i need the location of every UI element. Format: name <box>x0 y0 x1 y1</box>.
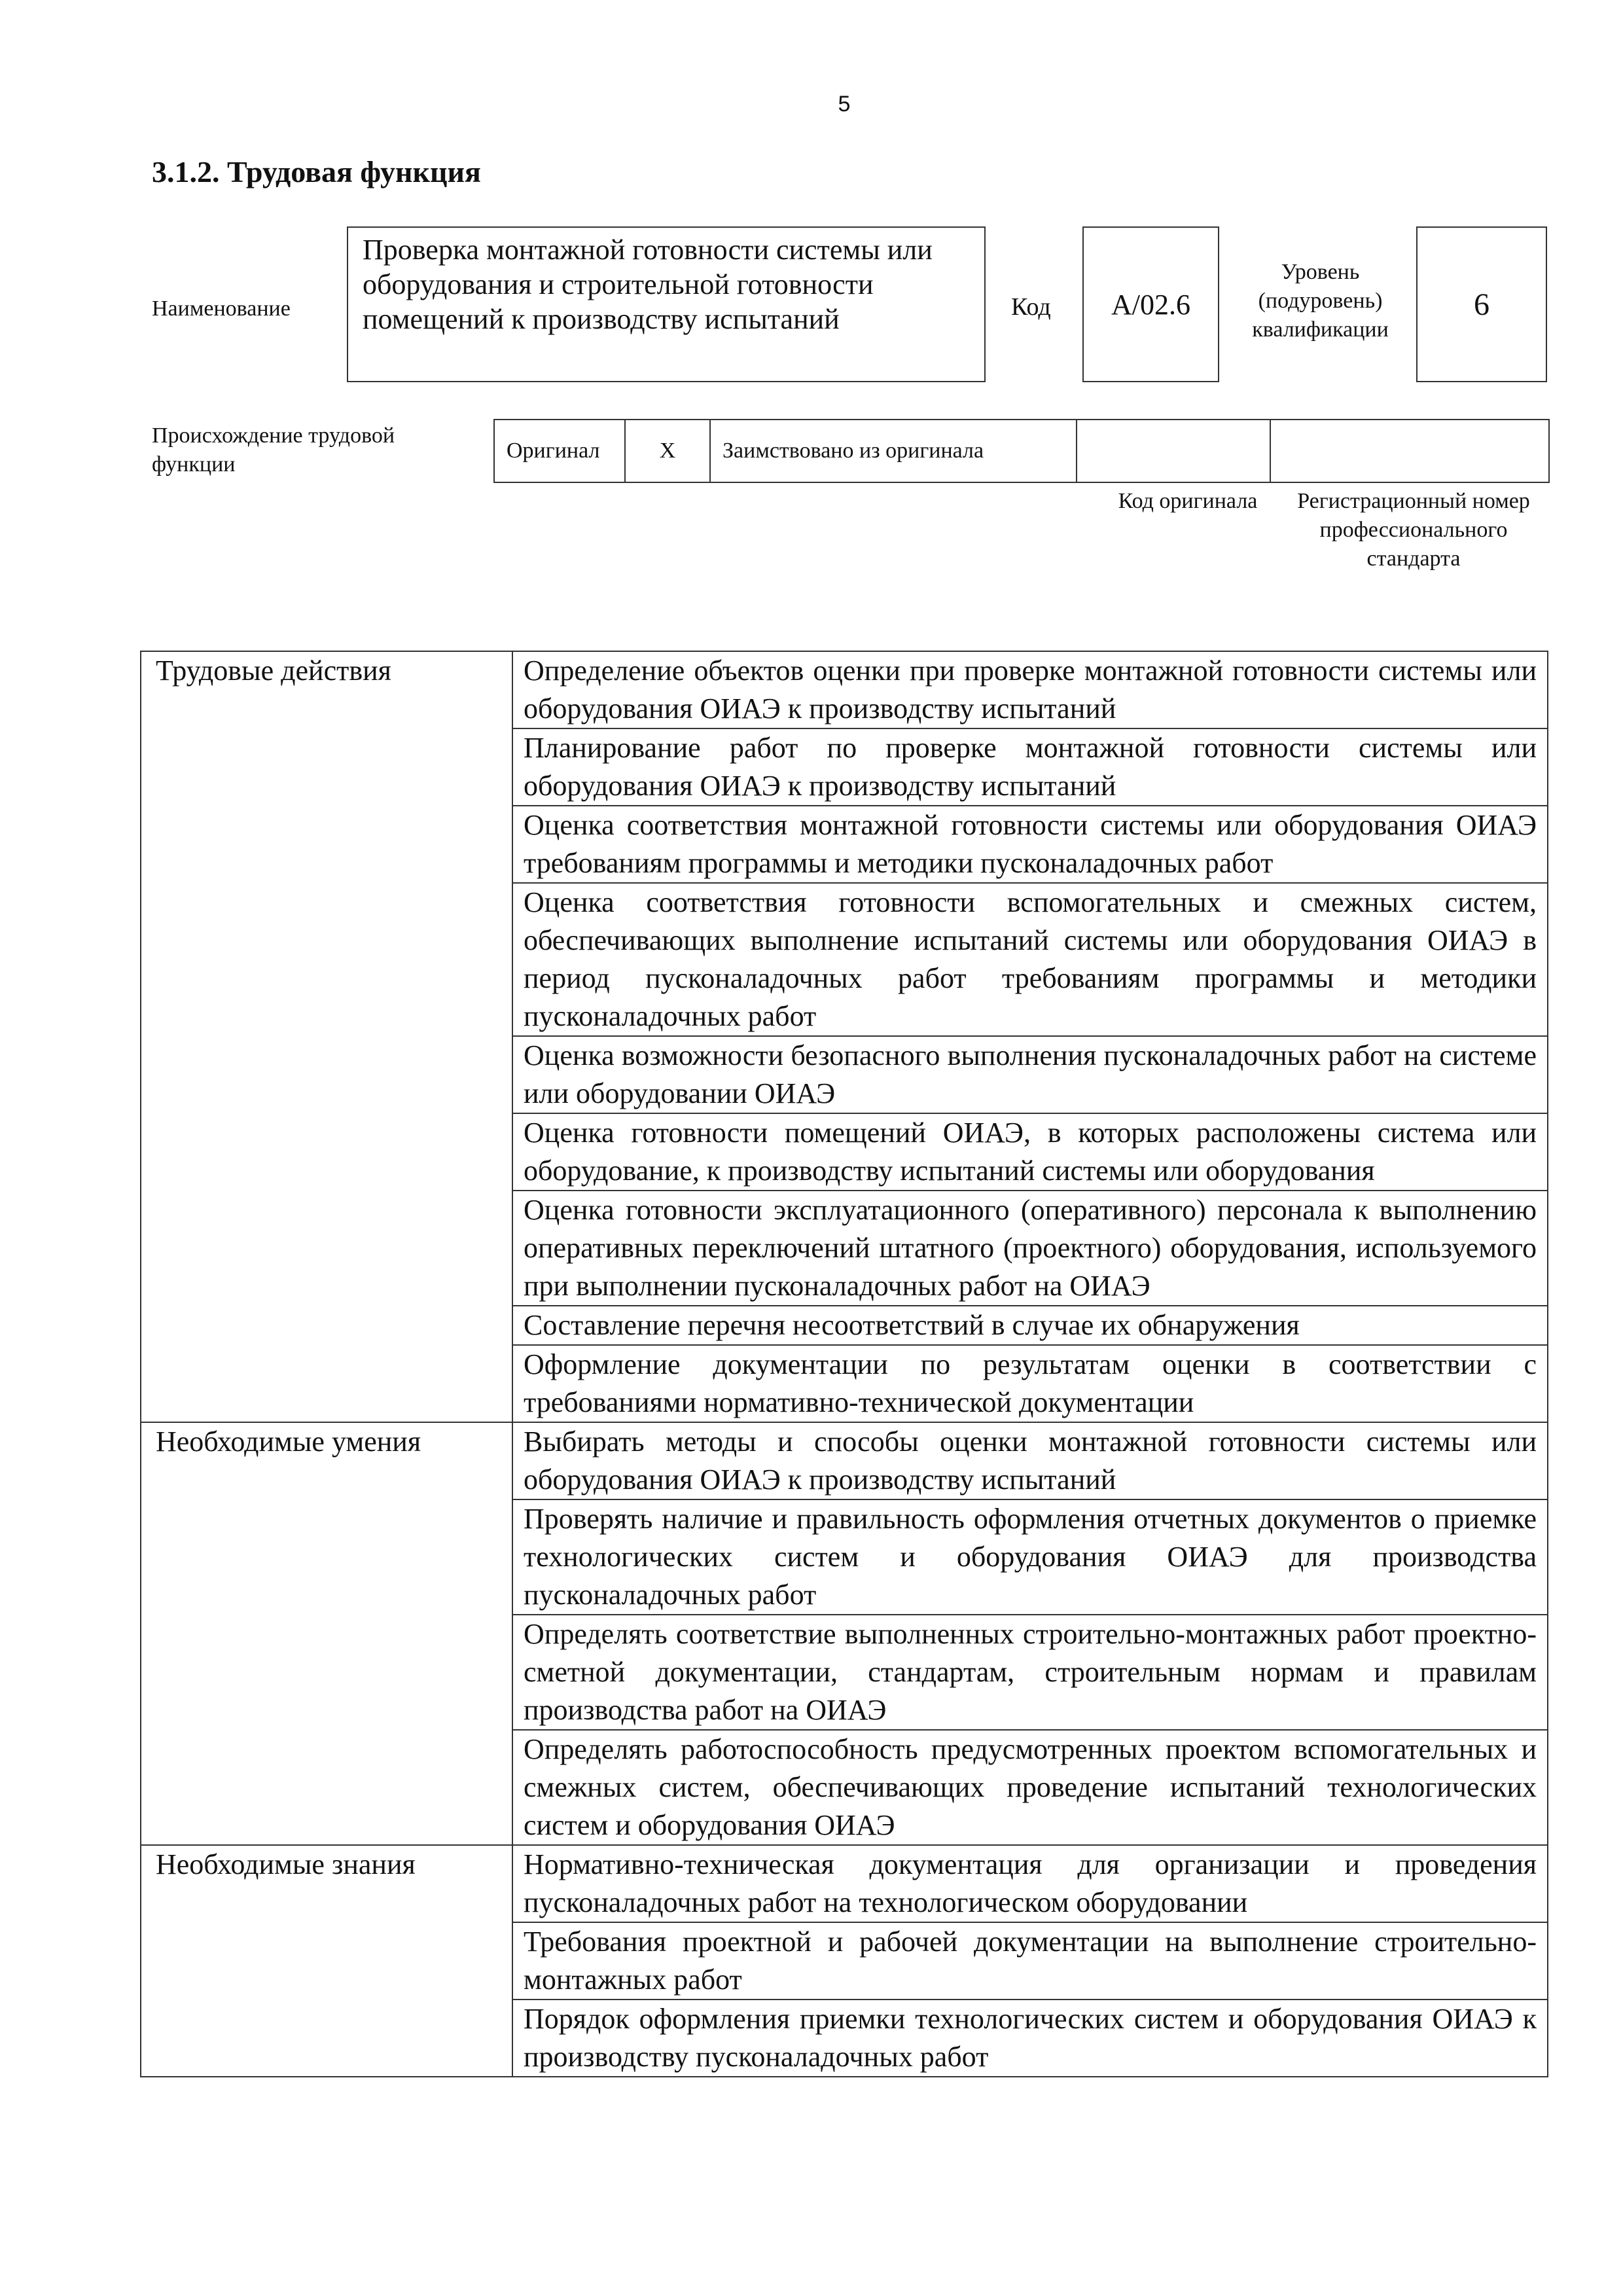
code-box: A/02.6 <box>1082 226 1219 382</box>
section-item: Составление перечня несоответствий в случае их обнаружения <box>512 1306 1548 1345</box>
section-item: Оценка готовности эксплуатационного (оперативного) персонала к выполнению оперативных переключений штатного (проектного) оборудования, используемого при выполнении пусконаладочных работ на ОИАЭ <box>512 1191 1548 1306</box>
origin-reg-cell <box>1270 420 1549 482</box>
section-title: Необходимые умения <box>141 1422 512 1845</box>
section-item: Нормативно-техническая документация для организации и проведения пусконаладочных работ на технологическом оборудовании <box>512 1845 1548 1922</box>
reg-number-caption: Регистрационный номер профессионального стандарта <box>1297 489 1530 571</box>
name-label: Наименование <box>152 296 291 321</box>
section-title: Трудовые действия <box>141 651 512 1422</box>
table-row <box>141 1422 1548 1499</box>
section-item: Оценка соответствия монтажной готовности системы или оборудования ОИАЭ требованиям программы и методики пусконаладочных работ <box>512 806 1548 883</box>
section-item: Оценка готовности помещений ОИАЭ, в которых расположены система или оборудование, к производству испытаний системы или оборудования <box>512 1113 1548 1191</box>
code-label: Код <box>1011 293 1051 321</box>
section-item: Порядок оформления приемки технологических систем и оборудования ОИАЭ к производству пусконаладочных работ <box>512 2000 1548 2077</box>
origin-borrowed: Заимствовано из оригинала <box>710 420 1077 482</box>
level-box: 6 <box>1416 226 1547 382</box>
section-item: Определять работоспособность предусмотренных проектом вспомогательных и смежных систем, обеспечивающих проведение испытаний технологических систем и оборудования ОИАЭ <box>512 1730 1548 1845</box>
section-item: Оформление документации по результатам оценки в соответствии с требованиями нормативно-технической документации <box>512 1345 1548 1422</box>
origin-original: Оригинал <box>494 420 625 482</box>
origin-label: Происхождение трудовой функции <box>152 423 395 477</box>
section-item: Определение объектов оценки при проверке монтажной готовности системы или оборудования ОИАЭ к производству испытаний <box>512 651 1548 728</box>
origin-table <box>493 419 1550 483</box>
section-item: Требования проектной и рабочей документации на выполнение строительно-монтажных работ <box>512 1922 1548 2000</box>
origin-mark: X <box>625 420 710 482</box>
section-item: Определять соответствие выполненных строительно-монтажных работ проектно-сметной документации, стандартам, строительным нормам и правилам производства работ на ОИАЭ <box>512 1615 1548 1730</box>
section-title: Необходимые знания <box>141 1845 512 2077</box>
section-item: Планирование работ по проверке монтажной готовности системы или оборудования ОИАЭ к производству испытаний <box>512 728 1548 806</box>
code-original-caption: Код оригинала <box>1118 489 1258 513</box>
function-name-box: Проверка монтажной готовности системы или оборудования и строительной готовности помещений к производству испытаний <box>347 226 986 382</box>
section-item: Оценка возможности безопасного выполнения пусконаладочных работ на системе или оборудовании ОИАЭ <box>512 1036 1548 1113</box>
function-details-table <box>140 651 1548 2077</box>
section-item: Проверять наличие и правильность оформления отчетных документов о приемке технологических систем и оборудования ОИАЭ для производства пусконаладочных работ <box>512 1499 1548 1615</box>
section-item: Оценка соответствия готовности вспомогательных и смежных систем, обеспечивающих выполнение испытаний системы или оборудования ОИАЭ в период пусконаладочных работ требованиям программы и методики пусконаладочных работ <box>512 883 1548 1036</box>
section-heading: 3.1.2. Трудовая функция <box>152 155 481 188</box>
table-row <box>141 651 1548 728</box>
table-row <box>141 1845 1548 1922</box>
level-label: Уровень (подуровень) квалификации <box>1252 260 1389 342</box>
section-item: Выбирать методы и способы оценки монтажной готовности системы или оборудования ОИАЭ к производству испытаний <box>512 1422 1548 1499</box>
page-number: 5 <box>838 92 851 117</box>
origin-code-cell <box>1077 420 1270 482</box>
